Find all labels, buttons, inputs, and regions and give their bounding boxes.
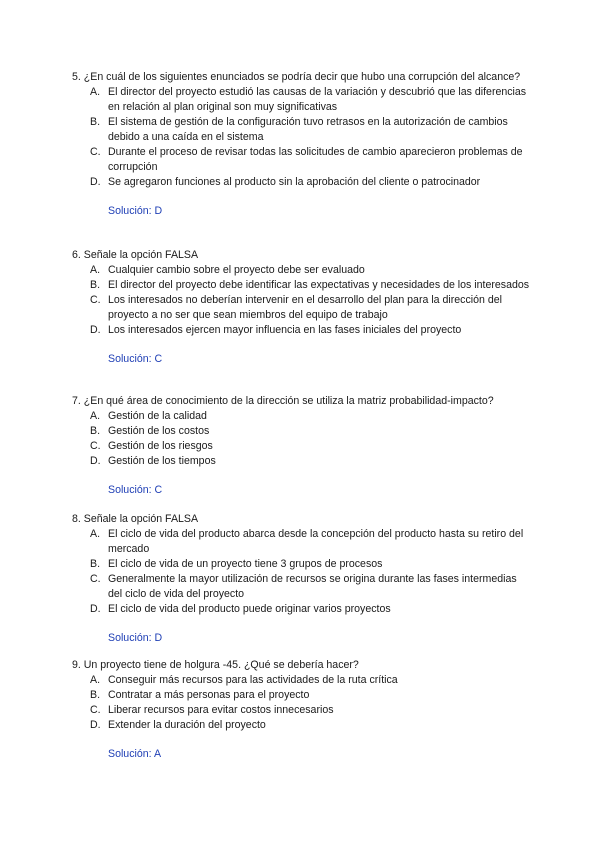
option-a: [72, 527, 532, 557]
option-text: Se agregaron funciones al producto sin la aprobación del cliente o patrocinador: [108, 176, 481, 188]
option-d: [72, 602, 532, 617]
option-text: El sistema de gestión de la configuración tuvo retrasos en la autorización de cambios debido a una caída en el sistema: [108, 116, 508, 143]
option-b: [72, 557, 532, 572]
option-letter: A.: [90, 674, 101, 686]
option-letter: A.: [90, 410, 101, 422]
question-title: 5. ¿En cuál de los siguientes enunciados se podría decir que hubo una corrupción del alcance?: [72, 71, 521, 83]
options-list: [72, 527, 532, 617]
question-title: 7. ¿En qué área de conocimiento de la dirección se utiliza la matriz probabilidad-impacto?: [72, 395, 494, 407]
option-letter: D.: [90, 603, 101, 615]
option-a: [72, 263, 532, 278]
option-text: Gestión de los costos: [108, 425, 210, 437]
option-letter: A.: [90, 528, 101, 540]
option-d: [72, 175, 532, 190]
options-list: [72, 85, 532, 190]
option-letter: A.: [90, 264, 101, 276]
question-9: [72, 658, 532, 762]
solution-label: Solución: D: [108, 205, 163, 217]
option-letter: C.: [90, 704, 101, 716]
option-text: El ciclo de vida de un proyecto tiene 3 grupos de procesos: [108, 558, 383, 570]
solution-label: Solución: A: [108, 748, 162, 760]
options-list: [72, 263, 532, 338]
option-text: Los interesados ejercen mayor influencia en las fases iniciales del proyecto: [108, 324, 462, 336]
option-c: [72, 293, 532, 323]
option-text: Liberar recursos para evitar costos innecesarios: [108, 704, 334, 716]
option-c: [72, 572, 532, 602]
question-7: [72, 394, 532, 498]
option-text: Durante el proceso de revisar todas las solicitudes de cambio aparecieron problemas de corrupción: [108, 146, 523, 173]
question-5: [72, 70, 532, 219]
option-letter: B.: [90, 558, 101, 570]
option-letter: B.: [90, 689, 101, 701]
option-letter: D.: [90, 176, 101, 188]
option-text: Gestión de los riesgos: [108, 440, 213, 452]
question-6: [72, 248, 532, 367]
option-text: Generalmente la mayor utilización de recursos se origina durante las fases intermedias del ciclo de vida del proyecto: [108, 573, 517, 600]
question-title: 9. Un proyecto tiene de holgura -45. ¿Qué se debería hacer?: [72, 659, 359, 671]
option-letter: C.: [90, 294, 101, 306]
option-text: El director del proyecto estudió las causas de la variación y descubrió que las diferencias en relación al plan original son muy significativas: [108, 86, 527, 113]
option-d: [72, 718, 532, 733]
option-text: Gestión de la calidad: [108, 410, 207, 422]
option-b: [72, 688, 532, 703]
option-text: El ciclo de vida del producto puede originar varios proyectos: [108, 603, 391, 615]
option-letter: B.: [90, 279, 101, 291]
option-letter: C.: [90, 146, 101, 158]
option-letter: D.: [90, 719, 101, 731]
option-c: [72, 145, 532, 175]
option-text: Contratar a más personas para el proyecto: [108, 689, 310, 701]
solution-label: Solución: C: [108, 353, 163, 365]
option-letter: C.: [90, 440, 101, 452]
question-title: 8. Señale la opción FALSA: [72, 513, 199, 525]
option-text: Extender la duración del proyecto: [108, 719, 266, 731]
question-title: 6. Señale la opción FALSA: [72, 249, 199, 261]
solution-label: Solución: C: [108, 484, 163, 496]
option-letter: D.: [90, 455, 101, 467]
options-list: [72, 673, 532, 733]
option-a: [72, 409, 532, 424]
option-letter: B.: [90, 116, 101, 128]
question-8: [72, 512, 532, 646]
option-letter: A.: [90, 86, 101, 98]
option-b: [72, 424, 532, 439]
option-text: El director del proyecto debe identificar las expectativas y necesidades de los interesados: [108, 279, 530, 291]
option-text: Cualquier cambio sobre el proyecto debe ser evaluado: [108, 264, 365, 276]
options-list: [72, 409, 532, 469]
option-text: El ciclo de vida del producto abarca desde la concepción del producto hasta su retiro del mercado: [108, 528, 524, 555]
option-text: Gestión de los tiempos: [108, 455, 216, 467]
solution-label: Solución: D: [108, 632, 163, 644]
option-a: [72, 673, 532, 688]
option-text: Conseguir más recursos para las actividades de la ruta crítica: [108, 674, 398, 686]
option-b: [72, 278, 532, 293]
option-b: [72, 115, 532, 145]
option-d: [72, 323, 532, 338]
option-text: Los interesados no deberían intervenir en el desarrollo del plan para la dirección del proyecto a no ser que sean miembros del equipo de trabajo: [108, 294, 502, 321]
option-letter: B.: [90, 425, 101, 437]
option-c: [72, 703, 532, 718]
option-a: [72, 85, 532, 115]
option-d: [72, 454, 532, 469]
option-letter: D.: [90, 324, 101, 336]
option-letter: C.: [90, 573, 101, 585]
option-c: [72, 439, 532, 454]
